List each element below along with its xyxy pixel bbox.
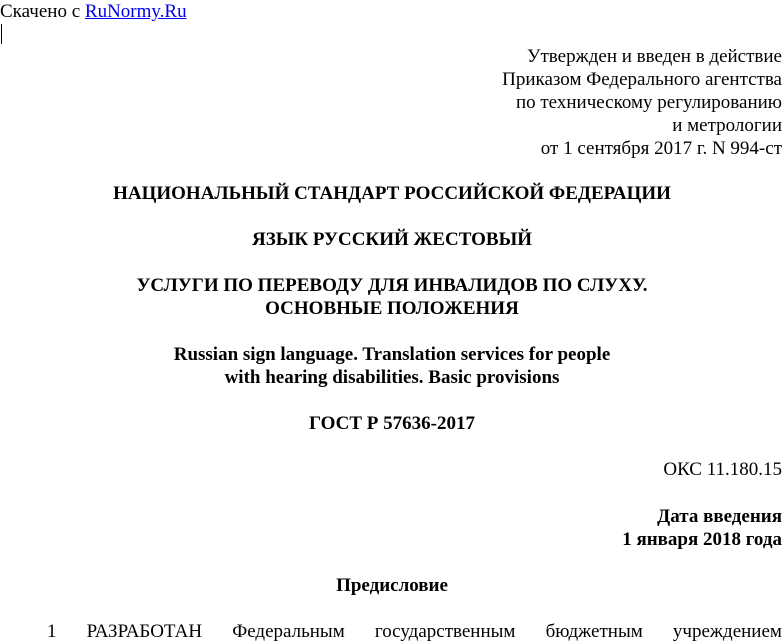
english-title-line: Russian sign language. Translation services for people	[173, 344, 611, 365]
national-standard-heading: НАЦИОНАЛЬНЫЙ СТАНДАРТ РОССИЙСКОЙ ФЕДЕРАЦИИ	[113, 183, 671, 204]
text-cursor	[1, 24, 2, 44]
paragraph-word: Федеральным	[232, 621, 345, 642]
approval-line: по техническому регулированию	[515, 92, 782, 113]
english-title	[0, 343, 784, 389]
approval-block	[502, 45, 782, 160]
source-prefix: Скачено с	[0, 1, 85, 22]
intro-date-block	[622, 505, 782, 551]
document-title	[0, 274, 784, 320]
paragraph-word: государственным	[374, 621, 516, 642]
oks-code: ОКС 11.180.15	[663, 459, 782, 480]
document-title-line: УСЛУГИ ПО ПЕРЕВОДУ ДЛЯ ИНВАЛИДОВ ПО СЛУХУ.	[136, 275, 648, 296]
intro-date-label: Дата введения	[657, 506, 782, 527]
intro-date-value: 1 января 2018 года	[622, 529, 782, 550]
preface-paragraph-line	[0, 620, 782, 643]
runormy-link[interactable]: RuNormy.Ru	[84, 1, 187, 22]
approval-line: Утвержден и введен в действие	[527, 46, 782, 67]
approval-line: и метрологии	[672, 115, 782, 136]
approval-line: Приказом Федерального агентства	[502, 69, 782, 90]
approval-line: от 1 сентября 2017 г. N 994-ст	[540, 138, 782, 159]
source-line	[0, 0, 187, 23]
paragraph-word: РАЗРАБОТАН	[86, 621, 203, 642]
language-heading: ЯЗЫК РУССКИЙ ЖЕСТОВЫЙ	[251, 229, 533, 250]
paragraph-word: учреждением	[672, 621, 782, 642]
english-title-line: with hearing disabilities. Basic provisions	[224, 367, 560, 388]
paragraph-number: 1	[47, 621, 57, 642]
gost-number: ГОСТ Р 57636-2017	[309, 413, 475, 434]
paragraph-word: бюджетным	[545, 621, 643, 642]
preface-heading: Предисловие	[336, 575, 448, 596]
document-title-line: ОСНОВНЫЕ ПОЛОЖЕНИЯ	[265, 298, 519, 319]
